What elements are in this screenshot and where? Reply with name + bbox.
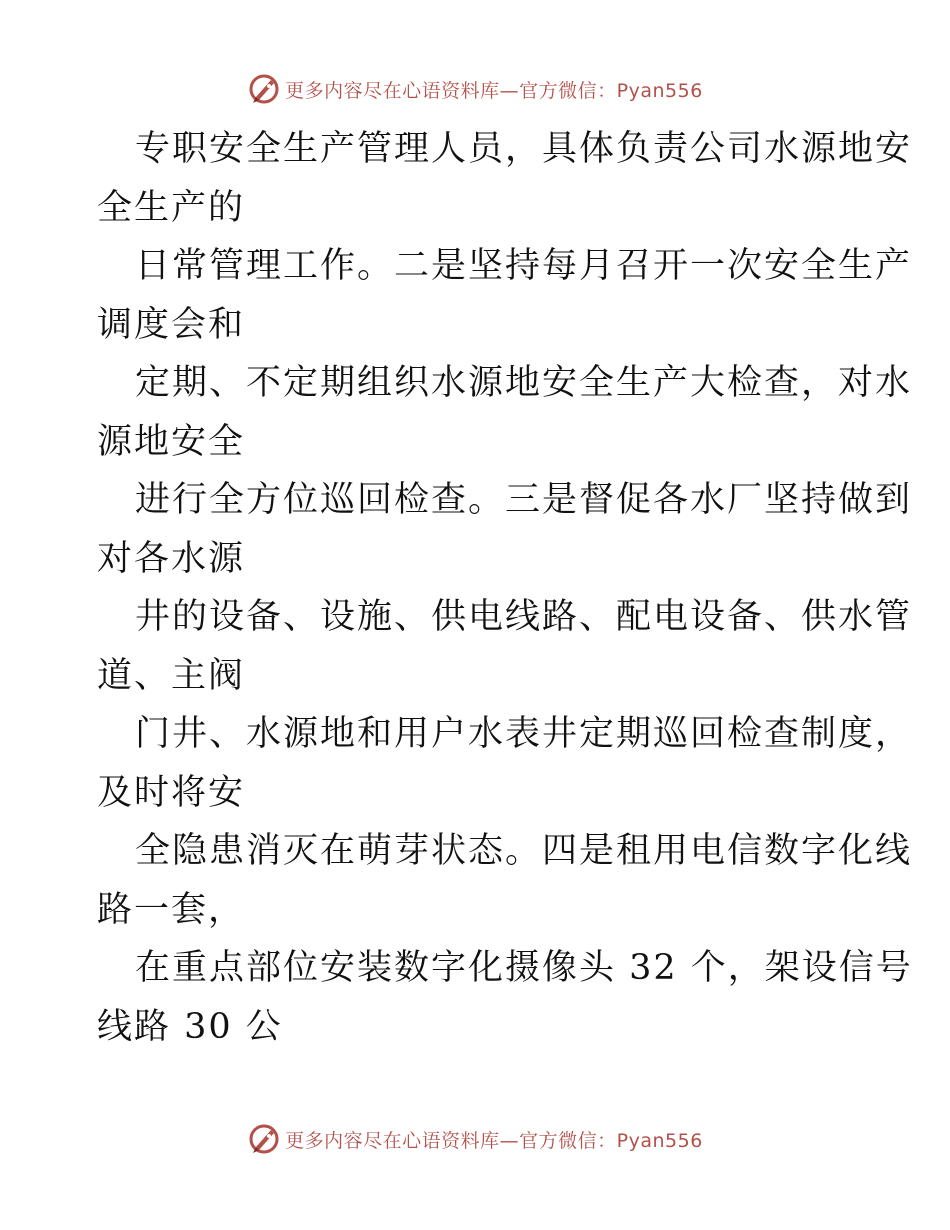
quill-pen-logo-icon — [247, 72, 281, 106]
quill-pen-logo-icon — [247, 1122, 281, 1156]
text-line: 专职安全生产管理人员，具体负责公司水源地安 — [135, 129, 913, 169]
text-line: 调度会和 — [97, 304, 246, 345]
text-line: 门井、水源地和用户水表井定期巡回检查制度， — [135, 714, 913, 754]
footer-watermark-text: 更多内容尽在心语资料库—官方微信：Pyan556 — [285, 1129, 703, 1152]
footer-watermark — [0, 1122, 950, 1156]
text-line: 在重点部位安装数字化摄像头 32 个，架设信号 — [135, 948, 913, 988]
text-line: 路一套， — [97, 889, 246, 930]
text-line: 全隐患消灭在萌芽状态。四是租用电信数字化线 — [135, 831, 913, 871]
text-line: 及时将安 — [97, 772, 246, 813]
header-watermark-text: 更多内容尽在心语资料库—官方微信：Pyan556 — [285, 79, 703, 102]
text-line: 井的设备、设施、供电线路、配电设备、供水管 — [135, 597, 913, 637]
text-line: 对各水源 — [97, 538, 246, 579]
header-watermark — [0, 72, 950, 106]
text-line: 道、主阀 — [97, 655, 246, 696]
text-line: 全生产的 — [97, 187, 246, 228]
text-line: 日常管理工作。二是坚持每月召开一次安全生产 — [135, 246, 913, 286]
text-line: 线路 30 公 — [97, 1006, 283, 1047]
text-line: 源地安全 — [97, 421, 246, 462]
text-line: 定期、不定期组织水源地安全生产大检查，对水 — [135, 363, 913, 403]
document-body — [97, 120, 913, 1056]
text-line: 进行全方位巡回检查。三是督促各水厂坚持做到 — [135, 480, 913, 520]
